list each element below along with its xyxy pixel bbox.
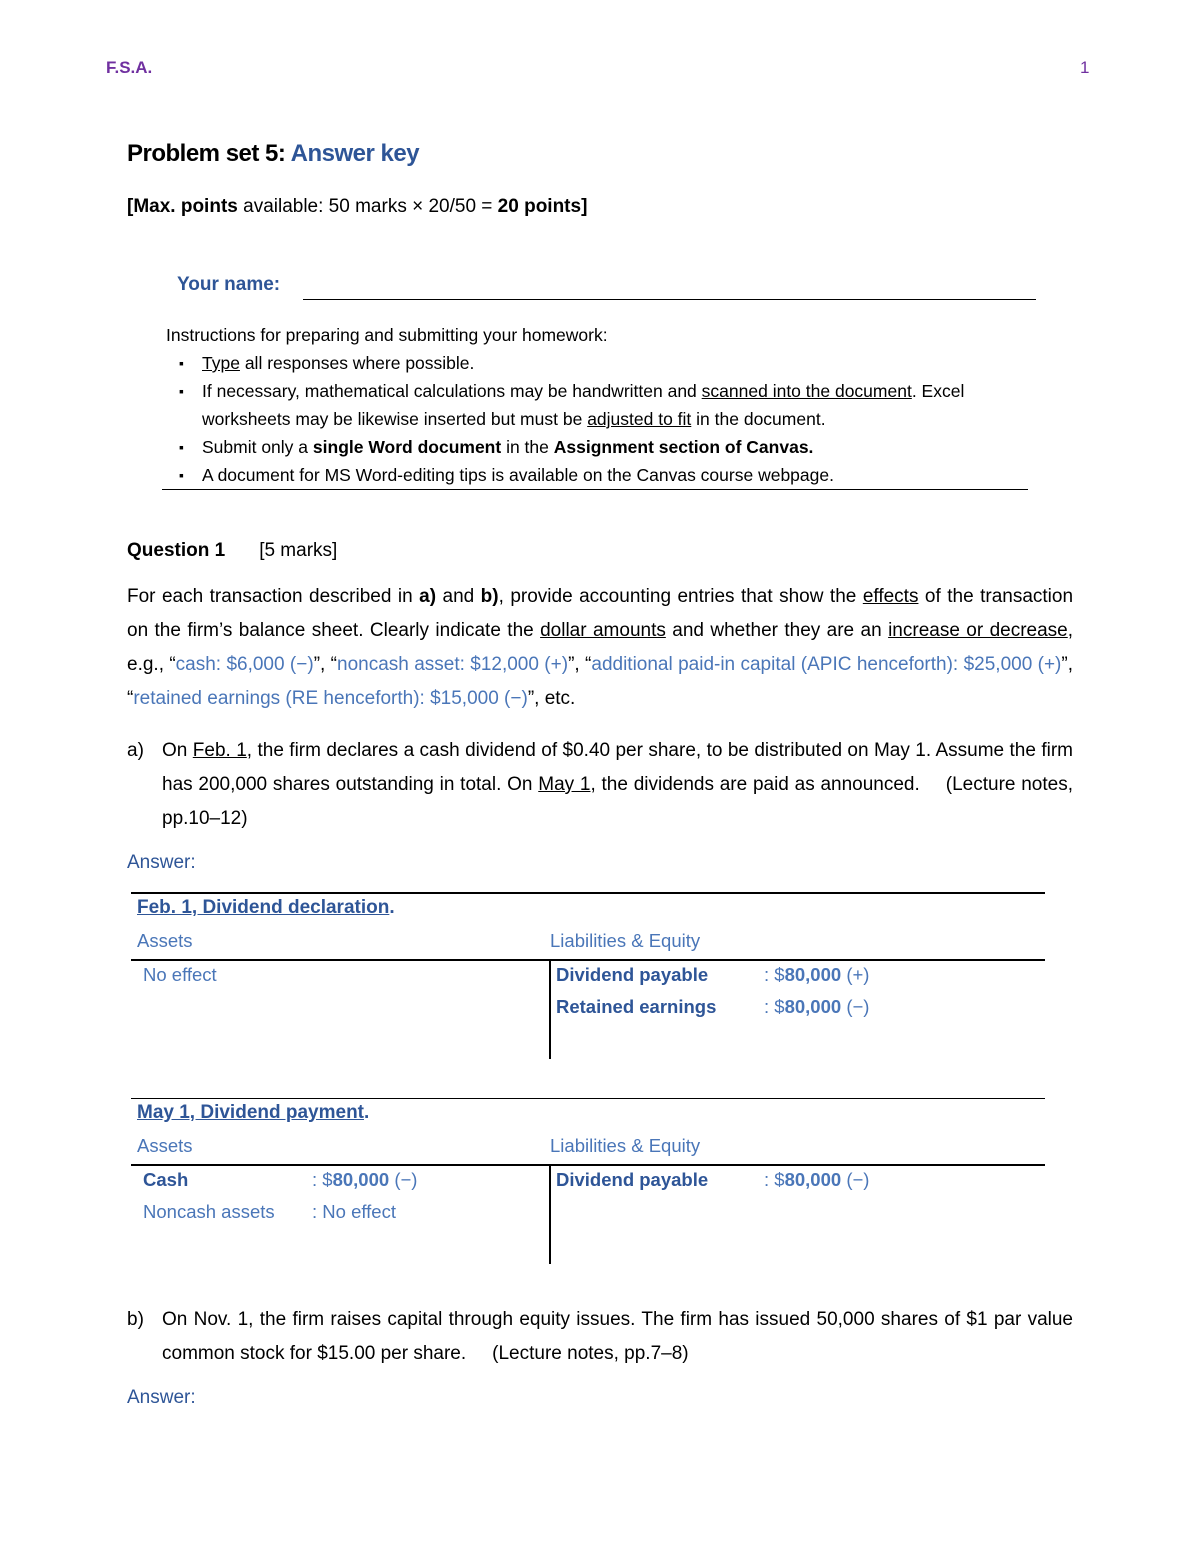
instruction-emph: Assignment section of Canvas. — [553, 437, 814, 457]
intro-text: ”, “ — [127, 654, 1073, 709]
question-label: Question 1 — [127, 540, 226, 561]
lecture-reference: (Lecture notes, pp.7–8) — [492, 1343, 689, 1364]
assets-heading: Assets — [137, 1135, 193, 1156]
part-b — [127, 1303, 1073, 1371]
example-entry: retained earnings (RE henceforth): $15,000 (−) — [133, 688, 528, 709]
part-label: a) — [127, 740, 144, 761]
part-label: b) — [127, 1309, 144, 1330]
instruction-emph: scanned into the document — [701, 381, 912, 401]
instruction-text: . Excel worksheets may be likewise inserted but must be — [202, 381, 965, 429]
cash-value — [312, 1169, 417, 1191]
instruction-item — [166, 349, 1036, 377]
answer-label: Answer: — [127, 1387, 196, 1408]
table-top-rule — [131, 892, 1045, 894]
question-heading — [127, 540, 337, 562]
page-number: 1 — [1080, 58, 1090, 77]
intro-text: , e.g., “ — [127, 620, 1074, 675]
part-a-text: , the dividends are paid as announced. — [590, 774, 920, 795]
intro-text: ”, “ — [568, 654, 592, 675]
noncash-assets-label: Noncash assets — [143, 1201, 275, 1222]
title-suffix: Answer key — [290, 140, 420, 167]
part-b-text: On Nov. 1, the firm raises capital through equity issues. The firm has issued 50,000 shares of $1 par value common stock for $15.00 per share. — [162, 1309, 1073, 1364]
dividend-payable-value — [764, 964, 869, 986]
intro-emph: effects — [862, 586, 919, 607]
max-points-end: 20 points] — [497, 196, 588, 217]
table-divider — [549, 959, 551, 1059]
value-prefix: : $ — [764, 996, 785, 1017]
instruction-text: Submit only a — [202, 437, 309, 457]
instruction-text: If necessary, mathematical calculations may be handwritten and — [202, 381, 697, 401]
max-points-open: [Max. points — [127, 196, 238, 217]
part-a-text: On — [162, 740, 188, 761]
lecture-reference: (Lecture notes, pp.10–12) — [162, 774, 1074, 829]
intro-text: and whether they are an — [672, 620, 882, 641]
intro-text: For each transaction described in — [127, 586, 413, 607]
instruction-item — [166, 461, 1036, 489]
instruction-type: Type — [202, 353, 240, 373]
table-header-rule — [131, 1164, 1045, 1166]
dividend-payable-label: Dividend payable — [556, 964, 709, 985]
dividend-payable-label: Dividend payable — [556, 1169, 709, 1190]
intro-text: ”, “ — [313, 654, 337, 675]
retained-earnings-label: Retained earnings — [556, 996, 717, 1017]
table-top-rule — [131, 1098, 1045, 1099]
noncash-assets-value: : No effect — [312, 1201, 396, 1222]
name-input-line[interactable] — [303, 299, 1036, 300]
instructions-box — [166, 321, 1036, 489]
part-a-text: , the firm declares a cash dividend of $0.40 per share, to be distributed on May 1. Assume the firm has 200,000 shares outstanding in total. On — [162, 740, 1074, 795]
asset-no-effect: No effect — [143, 964, 217, 985]
part-text — [162, 734, 1073, 836]
instruction-text: in the document. — [696, 409, 826, 429]
value-prefix: : $ — [764, 964, 785, 985]
instruction-item — [166, 377, 1036, 433]
table-title-dot: . — [389, 897, 395, 918]
intro-emph: increase or decrease — [888, 620, 1068, 641]
value-sign: (−) — [846, 1169, 870, 1190]
value-amount: 80,000 — [784, 964, 842, 985]
value-amount: 80,000 — [784, 1169, 842, 1190]
dividend-payable-value — [764, 1169, 869, 1191]
intro-text: of the transaction on the firm’s balance sheet. Clearly indicate the — [127, 586, 1074, 641]
value-amount: 80,000 — [332, 1169, 390, 1190]
question-marks: [5 marks] — [259, 540, 338, 561]
instruction-emph: adjusted to fit — [587, 409, 692, 429]
intro-part: b) — [480, 586, 499, 607]
max-points-middle: available: 50 marks × 20/50 = — [243, 196, 493, 217]
value-sign: (−) — [394, 1169, 418, 1190]
page-title — [127, 140, 419, 168]
value-prefix: : $ — [312, 1169, 333, 1190]
instruction-text: A document for MS Word-editing tips is available on the Canvas course webpage. — [202, 465, 834, 485]
intro-text: and — [442, 586, 475, 607]
date-emph: May 1 — [538, 774, 591, 795]
cash-label: Cash — [143, 1169, 189, 1190]
value-sign: (+) — [846, 964, 870, 985]
liabilities-heading: Liabilities & Equity — [550, 1135, 701, 1156]
date-emph: Feb. 1 — [192, 740, 247, 761]
answer-label: Answer: — [127, 852, 196, 873]
value-amount: 80,000 — [784, 996, 842, 1017]
table-title — [137, 897, 395, 919]
value-prefix: : $ — [764, 1169, 785, 1190]
value-sign: (−) — [846, 996, 870, 1017]
part-a — [127, 734, 1073, 836]
table-title-dot: . — [364, 1102, 370, 1123]
example-entry: additional paid-in capital (APIC henceforth): $25,000 (+) — [591, 654, 1062, 675]
name-label: Your name: — [177, 274, 281, 295]
running-header: F.S.A. — [106, 58, 153, 77]
retained-earnings-value — [764, 996, 869, 1018]
table-title-text: Feb. 1, Dividend declaration — [137, 897, 390, 918]
intro-part: a) — [419, 586, 437, 607]
intro-text: ”, etc. — [527, 688, 576, 709]
table-header-rule — [131, 959, 1045, 961]
liabilities-heading: Liabilities & Equity — [550, 930, 701, 951]
example-entry: noncash asset: $12,000 (+) — [337, 654, 569, 675]
instructions-heading: Instructions for preparing and submitting your homework: — [166, 325, 608, 345]
question-intro — [127, 580, 1073, 716]
table-divider — [549, 1164, 551, 1264]
instruction-text: in the — [506, 437, 549, 457]
assets-heading: Assets — [137, 930, 193, 951]
intro-text: , provide accounting entries that show the — [498, 586, 857, 607]
example-entry: cash: $6,000 (−) — [175, 654, 314, 675]
max-points — [127, 196, 587, 218]
instruction-text: all responses where possible. — [244, 353, 475, 373]
table-title — [137, 1102, 369, 1124]
intro-emph: dollar amounts — [540, 620, 666, 641]
table-title-text: May 1, Dividend payment — [137, 1102, 365, 1123]
instruction-item — [166, 433, 1036, 461]
part-text — [162, 1303, 1073, 1371]
title-prefix: Problem set 5: — [127, 140, 286, 167]
instructions-divider — [162, 489, 1028, 490]
instruction-emph: single Word document — [312, 437, 502, 457]
